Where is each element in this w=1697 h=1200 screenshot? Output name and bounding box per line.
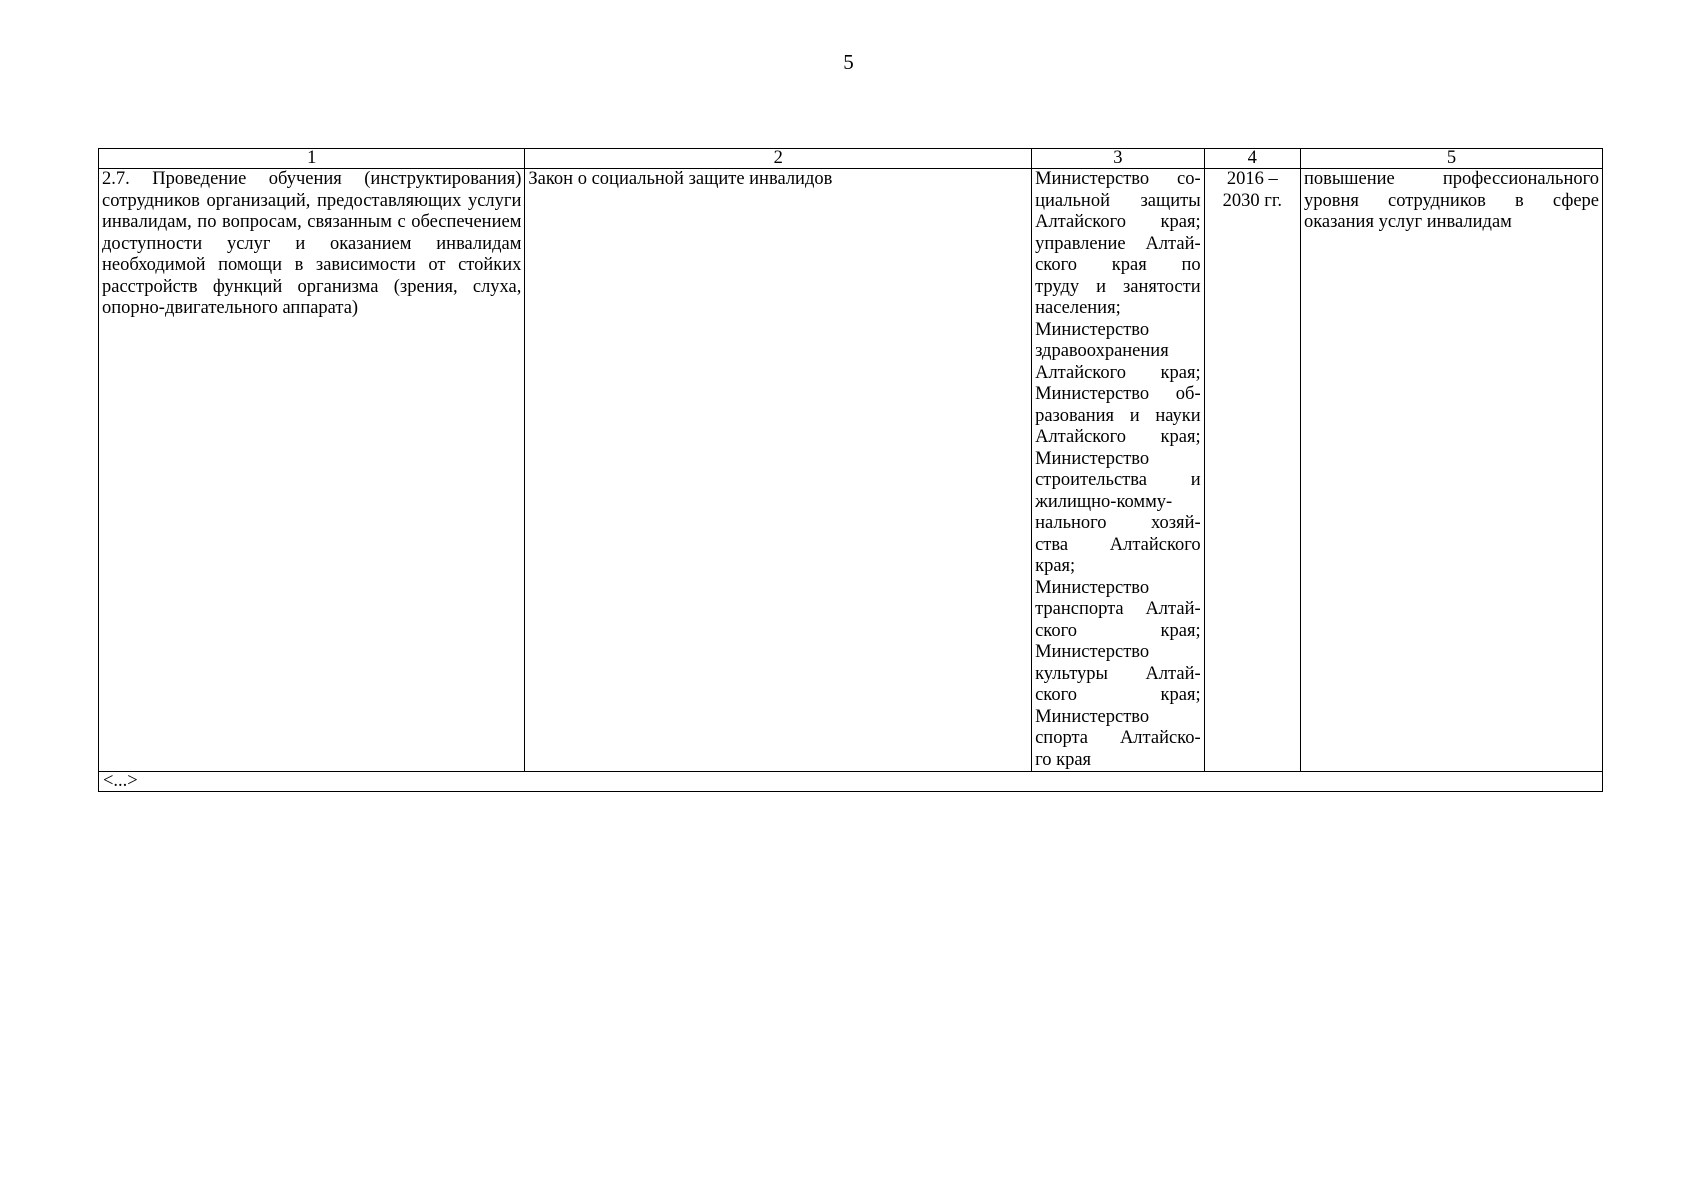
executors-line: ства Алтайского xyxy=(1035,534,1201,555)
executors-line: Алтайского края; xyxy=(1035,427,1201,447)
period-start: 2016 – xyxy=(1226,169,1278,189)
column-number-2: 2 xyxy=(525,149,1032,169)
executors-line: ского края по xyxy=(1035,255,1201,275)
executors-line: Министерство xyxy=(1035,706,1150,727)
result-cell: повышение профессионального уровня сотрудников в сфере оказания услуг инвалидам xyxy=(1300,169,1602,772)
column-number-4: 4 xyxy=(1204,149,1300,169)
executors-line: управление Алтай- xyxy=(1035,233,1201,254)
executors-line: Министерство со- xyxy=(1035,169,1201,189)
executors-line: разования и науки xyxy=(1035,405,1201,426)
executors-line: жилищно-комму- xyxy=(1035,491,1173,512)
executors-line: Министерство xyxy=(1035,577,1150,598)
executors-line: культуры Алтай- xyxy=(1035,663,1201,684)
page-number: 5 xyxy=(843,50,854,74)
column-number-1: 1 xyxy=(99,149,525,169)
basis-cell: Закон о социальной защите инвалидов xyxy=(525,169,1032,772)
column-number-3: 3 xyxy=(1032,149,1205,169)
column-number-row xyxy=(99,149,1603,169)
executors-line: транспорта Алтай- xyxy=(1035,599,1201,619)
executors-line: Министерство xyxy=(1035,448,1150,469)
executors-line: нального хозяй- xyxy=(1035,513,1201,533)
table-row xyxy=(99,169,1603,772)
omission-marker: <...> xyxy=(99,772,1603,792)
executors-line: Министерство xyxy=(1035,319,1150,340)
measure-cell: 2.7. Проведение обучения (инструктирования) сотрудников организаций, предоставляющих услуги инвалидам, по вопросам, связанным с обеспечением доступности услуг и оказанием инвалидам необходимой помощи в зависимости от стойких расстройств функций организма (зрения, слуха, опорно-двигательного аппарата) xyxy=(99,169,525,772)
period-end: 2030 гг. xyxy=(1222,190,1282,211)
measures-table xyxy=(98,148,1603,792)
executors-line: Алтайского края; xyxy=(1035,362,1201,383)
executors-line: населения; xyxy=(1035,298,1121,318)
executors-line: Министерство xyxy=(1035,642,1150,662)
column-number-5: 5 xyxy=(1300,149,1602,169)
executors-line: Министерство об- xyxy=(1035,384,1201,404)
executors-line: края; xyxy=(1035,556,1076,576)
executors-cell xyxy=(1032,169,1205,772)
executors-line: ского края; xyxy=(1035,620,1201,641)
executors-line: Алтайского края; xyxy=(1035,212,1201,232)
executors-line: труду и занятости xyxy=(1035,276,1201,297)
executors-line: строительства и xyxy=(1035,470,1201,490)
executors-line: спорта Алтайско- xyxy=(1035,728,1201,748)
executors-line: циальной защиты xyxy=(1035,190,1201,211)
executors-line: здравоохранения xyxy=(1035,341,1169,361)
period-cell xyxy=(1204,169,1300,772)
executors-line: ского края; xyxy=(1035,685,1201,705)
omission-row xyxy=(99,772,1603,792)
executors-line: го края xyxy=(1035,749,1092,770)
